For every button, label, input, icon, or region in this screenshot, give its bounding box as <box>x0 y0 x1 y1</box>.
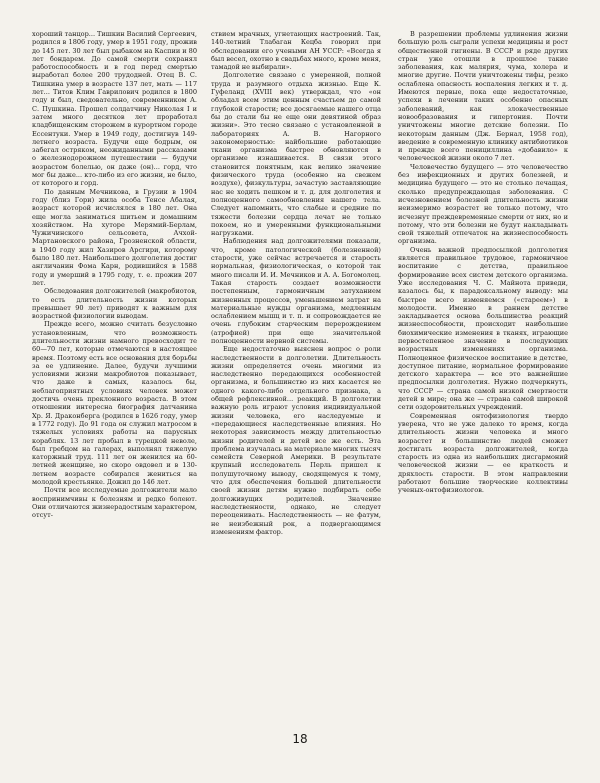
paragraph: Современная онтофизиология твердо уверена, что не уже далеко то время, когда длительность жизни человека и много возрастет и большинство людей сможет достигать возраста долгожителей, когда старость из одна из наибольших дисгармоний человеческой жизни — ее краткость и дряхлость старости. В этом направлении работают большие творческие коллективы ученых-онтофизиологов. <box>398 411 568 495</box>
text-column-middle <box>211 30 381 536</box>
paragraph: Очень важной предпосылкой долголетия является правильное трудовое, гармоничное воспитание с детства, правильное формирование всех систем детского организма. Уже исследования Ч. С. Майнота приведи, казалось бы, к парадоксальному выводу: мы быстрее всего изменяемся («стареем») в молодости. Именно в раннем детстве закладывается основа большинства реакций жизнеспособности, происходит наибольшие биохимические изменения в тканях, играющие первостепенное значение в последующих возрастных изменениях организма. Полноценное физическое воспитание в детстве, доступное питание, нормальное формирование детского характера — все это важнейшие предпосылки долголетия. Нужно подчеркнуть, что СССР — страна самой низкой смертности детей в мире; она же — страна самой широкой сети оздоровительных учреждений. <box>398 245 568 412</box>
paragraph: Почти все исследуемые долгожители мало воспринимчивы к болезням и редко болеют. Они отличаются жизнерадостным характером, отсут- <box>32 486 197 520</box>
paragraph: ствием мрачных, угнетающих настроений. Так, 140-летний Тлабаган Кецба говорил при обследовании его учеными АН УССР: «Всегда я был весел, охотно в свадьбах много, кроме меня, тамадой не выбирали». <box>211 30 381 72</box>
text-column-right <box>398 30 568 495</box>
paragraph: Человечество будущего — это человечество без инфекционных и других болезней, и медицина будущего — это не столько лечащая, сколько предупреждающая заболевания. С исчезновением болезней длительность жизни неизмеримо возрастет не только потому, что исчезнут преждевременные смерти от них, но и потому, что эти болезни не будут накладывать свой тяжелый отпечаток на жизнеспособность организма. <box>398 162 568 246</box>
paragraph: Обследования долгожителей (макробиотов, то есть длительность жизни которых превышает 90 лет) приводят к важным для возрастной физиологии выводам. <box>32 287 197 321</box>
paragraph: В разрешении проблемы удлинения жизни большую роль сыграли успехи медицины и рост общественной гигиены. В СССР и ряде других стран уже отошли в прошлое такие заболевания, как малярия, чума, холера и многие другие. Почти уничтожены тифы, резко ослаблена опасность воспаления легких и т. д. Имеются первые, пока еще недостаточные, успехи в лечении таких особенно опасных заболеваний, как злокачественные новообразования и гипертония. Почти уничтожены многие детские болезни. По некоторым данным (Дж. Бернал, 1958 год), введение в современную клинику антибиотиков и прежде всего пенициллина «добавило» к человеческой жизни около 7 лет. <box>398 30 568 163</box>
page-number: 18 <box>292 732 308 746</box>
paragraph: Еще недостаточно выяснен вопрос о роли наследственности в долголетии. Длительность жизни определяется очень многими из наследственно передающихся особенностей организма, и большинство из них касается не одного какого-либо отдельного признака, а общей рефлексивной... реакций. В долголетии важную роль играют условия индивидуальной жизни человека, его наследуемые и «передающиеся наследственные влияния. Но некоторая зависимость между длительностью жизни родителей и детей все же есть. Эта проблема изучалась на материале многих тысяч семейств Северной Америки. В результате крупный исследователь Перль пришел к полушуточному выводу, сводящемуся к тому, что для обеспечения большей длительности своей жизни детям нужно подбирать себе долгоживущих родителей. Значение наследственности, однако, не следует переоценивать. Наследственность — не фатум, не неизбежный рок, а подвергающимся изменениям фактор. <box>211 345 381 536</box>
paragraph: Прежде всего, можно считать безусловно установленным, что возможность длительности жизни намного превосходит те 60—70 лет, которые отмечаются в настоящее время. Поэтому есть все основания для борьбы за ее удлинение. Далее, будучи лучшими условиями жизни макробиотов показывает, что даже в самых, казалось бы, неблагоприятных условиях человек может достичь очень преклонного возраста. В этом отношении интересна биография датчанина Хр. Я. Драконберга (родился в 1626 году, умер в 1772 году). До 91 года он служил матросом в тяжелых условиях работы на парусных кораблях. 13 лет пробыл в турецкой неволе, был гребцом на галерах, выполнял тяжелую каторжный труд. 111 лет он женился на 60-летней женщине, но скоро овдовел и в 130-летнем возрасте собирался жениться на молодой крестьянке. Дожил до 146 лет. <box>32 320 197 487</box>
paragraph: По данным Мечникова, в Грузии в 1904 году (близ Гори) жила особа Тенсе Абалая, возраст которой исчислялся в 180 лет. Она еще могла заниматься шитьем и домашним хозяйством. На хуторе Мерямий-Берлам, Чужичинского сельсовета, Ачхой-Мартановского района, Грозненской области, в 1940 году жил Хазиров Арсгири, которому было 180 лет. Наибольшего долголетия достиг англичанин Фома Карн, родившийся в 1588 году и умерший в 1795 году, т. е. прожив 207 лет. <box>32 187 197 287</box>
text-column-left <box>32 30 197 520</box>
paragraph: Долголетие связано с умеренной, полной труда и разумного отдыха жизнью. Еще К. Гуфеланд (XVIII век) утверждал, что «он обладал всем этим ценным счастьем до самой глубокой старости; все досягаемые нашего отца бы до стали бы не еще они девятиной образ жизни». Это тесно связано с установленной в лабораториях А. В. Нагорного закономерностью: найбольшие работающие ткани организма быстрее обновляются в организме изнашивается. В связи этого становится понятным, как велико значение физического труда (особенно на свежем воздухе), физкультуры, зачастую заставляющие нас не ходить пешком и т. д. для долголетия и полноценного самообновления нашего тела. Следует напомнить, что слабые и средние по тяжести болезни сердца лечат не только покоем, но и умеренными функциональными нагрузками. <box>211 71 381 238</box>
paragraph: Наблюдения над долгожителями показали, что, кроме патологической (болезненной) старости, уже сейчас встречается и старость нормальная, физиологическая, о которой так много писали И. И. Мечников и А. А. Богомолец. Такая старость создает возможности постепенным, гармоничным затуханием жизненных процессов, уменьшением затрат на материальные нужды организма, медленным ослаблением мышц и т. п. и сопровождается не очень глубоким старческим перерождением (атрофией) при еще значительной полноценности нервной системы. <box>211 237 381 345</box>
paragraph: хороший танцор... Тишкин Василий Сергеевич, родился в 1806 году, умер в 1951 году, прожив до 145 лет. 30 лет был рыбаком на Каспии и 80 лет бондарем. До самой смерти сохранял работоспособность и в год перед смертью выработал более 200 трудодней. Отец В. С. Тишкина умер в возрасте 137 лет, мать — 117 лет... Титов Клим Гаврилович родился в 1800 году и был, сведовательно, современником А. С. Пушкина. Прошел солдатчину Николая I и затем много десятков лет проработал кладбищенским сторожем в курортном городе Ессентуки. Умер в 1949 году, достигнув 149-летнего возраста. Будучи еще бодрым, он забегал остряком, неожиданными рассказами о железнодорожном путешествии — будучи возрастом болелью, он даже (он)... горд, что мог бы даже... кто-либо из его жизни, не было, от которого и горд. <box>32 30 197 188</box>
